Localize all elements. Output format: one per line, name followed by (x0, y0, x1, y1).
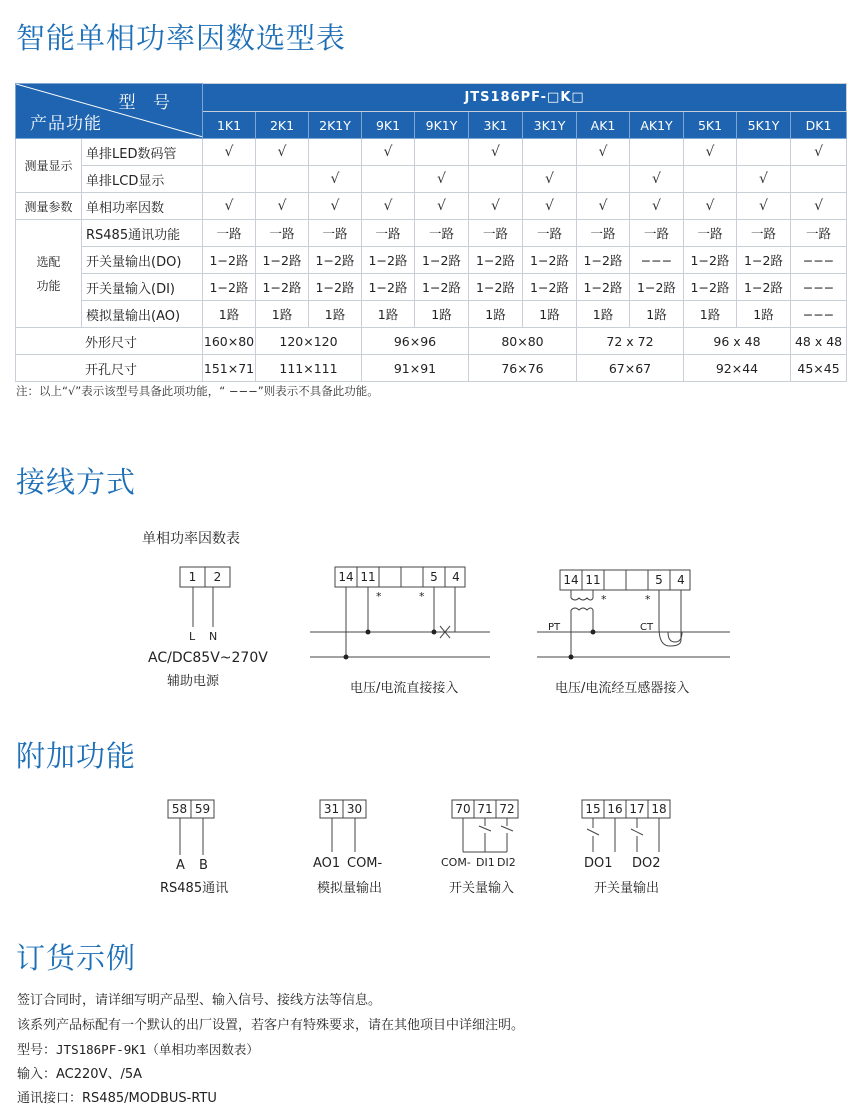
di-terminal-number: 72 (499, 802, 515, 816)
ct-terminal-number: 5 (655, 573, 663, 587)
table-cell: 一路 (469, 220, 523, 247)
model-header-cell: 9K1 (362, 112, 415, 139)
cutout-size-label: 开孔尺寸 (16, 355, 203, 382)
table-cell: √ (684, 193, 737, 220)
table-cell: 1−2路 (469, 274, 523, 301)
do-caption: 开关量输出 (594, 881, 660, 896)
table-cell: 1路 (737, 301, 791, 328)
model-header-cell: 3K1Y (523, 112, 577, 139)
cutout-size-cell: 111×111 (256, 355, 362, 382)
feature-label: RS485通讯功能 (82, 220, 203, 247)
table-cell: √ (630, 166, 684, 193)
table-cell: 1−2路 (309, 274, 362, 301)
table-cell: 一路 (523, 220, 577, 247)
ct-label: CT (640, 622, 654, 633)
feature-label: 开关量输出(DO) (82, 247, 203, 274)
do-lead-do2: DO2 (632, 856, 661, 871)
table-cell: √ (684, 139, 737, 166)
direct-caption: 电压/电流直接接入 (350, 681, 459, 696)
ct-terminal-number: 4 (677, 573, 685, 587)
ct-terminal-number: 14 (563, 573, 579, 587)
table-cell: √ (415, 166, 469, 193)
table-cell: 一路 (203, 220, 256, 247)
model-header-cell: DK1 (791, 112, 847, 139)
do-terminal-number: 15 (585, 802, 601, 816)
group-measure-param: 测量参数 (16, 193, 82, 220)
corner-type-label: 型 号 (118, 93, 176, 113)
rs485-terminal-number: 58 (171, 802, 188, 816)
model-header-cell: 2K1 (256, 112, 309, 139)
table-cell: 一路 (577, 220, 630, 247)
model-header-cell: 5K1 (684, 112, 737, 139)
aux-power-caption-1: AC/DC85V~270V (148, 650, 268, 666)
direct-terminal-number: 4 (452, 570, 460, 584)
aux-power-caption-2: 辅助电源 (167, 674, 220, 689)
model-header-cell: AK1Y (630, 112, 684, 139)
group-optional-line2: 功能 (36, 278, 61, 293)
table-cell: 一路 (309, 220, 362, 247)
table-cell: 一路 (630, 220, 684, 247)
order-section-title: 订货示例 (16, 941, 137, 975)
table-cell: √ (523, 193, 577, 220)
di-lead-di1: DI1 (476, 856, 495, 869)
table-cell: 1路 (577, 301, 630, 328)
table-cell: 一路 (256, 220, 309, 247)
table-cell: √ (362, 139, 415, 166)
table-cell: 一路 (684, 220, 737, 247)
table-cell: 1−2路 (523, 274, 577, 301)
table-cell: 1−2路 (256, 247, 309, 274)
feature-label: 单相功率因数 (82, 193, 203, 220)
di-terminal-number: 70 (455, 802, 471, 816)
table-cell: √ (309, 193, 362, 220)
order-line-2: 该系列产品标配有一个默认的出厂设置，若客户有特殊要求，请在其他项目中详细注明。 (17, 1018, 525, 1033)
cutout-size-cell: 92×44 (684, 355, 791, 382)
table-cell: 1−2路 (362, 247, 415, 274)
group-optional-line1: 选配 (36, 254, 61, 269)
table-cell: 1−2路 (737, 274, 791, 301)
table-cell: 1−2路 (684, 247, 737, 274)
order-input-line (17, 1063, 142, 1082)
di-lead-com: COM- (441, 856, 471, 869)
feature-label: 单排LCD显示 (82, 166, 203, 193)
ct-star-1: * (601, 593, 607, 606)
ct-star-2: * (645, 593, 651, 606)
table-cell: 1−2路 (630, 274, 684, 301)
table-cell: √ (256, 193, 309, 220)
model-header-cell: 3K1 (469, 112, 523, 139)
order-comm-label: 通讯接口： (17, 1091, 83, 1106)
do-terminal-number: 17 (629, 802, 645, 816)
outline-size-label: 外形尺寸 (16, 328, 203, 355)
outline-size-cell: 160×80 (203, 328, 256, 355)
table-cell: 一路 (415, 220, 469, 247)
selection-table-title: 智能单相功率因数选型表 (16, 21, 347, 55)
table-cell: √ (630, 193, 684, 220)
ao-lead-com: COM- (347, 856, 383, 871)
feature-label: 开关量输入(DI) (82, 274, 203, 301)
table-cell: 1−2路 (203, 247, 256, 274)
do-terminal-number: 18 (651, 802, 667, 816)
model-header-cell: AK1 (577, 112, 630, 139)
feature-label: 单排LED数码管 (82, 139, 203, 166)
order-line-1: 签订合同时，请详细写明产品型、输入信号、接线方法等信息。 (17, 993, 382, 1008)
table-cell: 1路 (309, 301, 362, 328)
model-header-cell: 5K1Y (737, 112, 791, 139)
table-cell: 1−2路 (309, 247, 362, 274)
direct-terminal-number: 14 (338, 570, 354, 584)
outline-size-cell: 96 x 48 (684, 328, 791, 355)
addon-section-title: 附加功能 (16, 739, 137, 773)
ao-terminal-number: 31 (323, 802, 340, 816)
model-series-header: JTS186PF-□K□ (203, 84, 847, 112)
order-comm-line (17, 1087, 217, 1106)
table-cell: −−− (791, 274, 847, 301)
model-header-cell: 1K1 (203, 112, 256, 139)
table-cell: √ (203, 139, 256, 166)
ct-terminal-number: 11 (585, 573, 601, 587)
aux-terminal-number: 2 (213, 570, 222, 584)
table-cell: √ (577, 139, 630, 166)
table-cell: 1路 (469, 301, 523, 328)
table-cell: √ (203, 193, 256, 220)
cutout-size-cell: 91×91 (362, 355, 469, 382)
outline-size-cell: 48 x 48 (791, 328, 847, 355)
ao-lead-ao1: AO1 (313, 856, 341, 871)
outline-size-cell: 72 x 72 (577, 328, 684, 355)
table-cell: 1−2路 (469, 247, 523, 274)
table-cell: √ (523, 166, 577, 193)
outline-size-cell: 96×96 (362, 328, 469, 355)
rs485-lead-a: A (176, 858, 185, 873)
rs485-lead-b: B (199, 858, 208, 873)
table-cell: 1路 (523, 301, 577, 328)
cutout-size-cell: 151×71 (203, 355, 256, 382)
table-cell: √ (309, 166, 362, 193)
order-model-label: 型号： (17, 1043, 57, 1058)
rs485-terminal-number: 59 (194, 802, 211, 816)
cutout-size-cell: 67×67 (577, 355, 684, 382)
direct-terminal-number: 5 (430, 570, 438, 584)
di-terminal-number: 71 (477, 802, 493, 816)
outline-size-cell: 120×120 (256, 328, 362, 355)
rs485-caption: RS485通讯 (160, 881, 229, 896)
table-cell: 1−2路 (362, 274, 415, 301)
table-cell: 一路 (791, 220, 847, 247)
do-lead-do1: DO1 (584, 856, 613, 871)
table-cell: 一路 (737, 220, 791, 247)
direct-star-2: * (419, 590, 425, 603)
table-cell: 1−2路 (415, 247, 469, 274)
table-footnote: 注：以上“√”表示该型号具备此项功能，“ −−−”则表示不具备此功能。 (16, 384, 379, 398)
table-cell: √ (737, 193, 791, 220)
table-cell: 1路 (256, 301, 309, 328)
di-caption: 开关量输入 (449, 881, 515, 896)
table-cell: √ (469, 193, 523, 220)
cutout-size-cell: 45×45 (791, 355, 847, 382)
table-cell: √ (791, 139, 847, 166)
table-cell: 1−2路 (577, 247, 630, 274)
table-cell: −−− (630, 247, 684, 274)
order-model-line (17, 1039, 259, 1058)
table-cell: 1路 (362, 301, 415, 328)
table-cell: 1−2路 (256, 274, 309, 301)
wiring-subtitle: 单相功率因数表 (142, 531, 240, 547)
direct-terminal-number: 11 (360, 570, 376, 584)
order-input-label: 输入： (17, 1067, 57, 1082)
ct-caption: 电压/电流经互感器接入 (555, 681, 690, 696)
table-cell: √ (415, 193, 469, 220)
table-cell: 1路 (630, 301, 684, 328)
table-cell: −−− (791, 301, 847, 328)
table-cell: 1路 (203, 301, 256, 328)
direct-star-1: * (376, 590, 382, 603)
ao-caption: 模拟量输出 (317, 881, 383, 896)
table-cell: √ (737, 166, 791, 193)
table-cell: 1−2路 (415, 274, 469, 301)
table-cell: 一路 (362, 220, 415, 247)
di-lead-di2: DI2 (497, 856, 516, 869)
pt-label: PT (548, 622, 561, 633)
table-cell: −−− (791, 247, 847, 274)
model-header-cell: 2K1Y (309, 112, 362, 139)
order-model-value: JTS186PF-9K1（单相功率因数表） (56, 1042, 259, 1057)
do-terminal-number: 16 (607, 802, 623, 816)
feature-label: 模拟量输出(AO) (82, 301, 203, 328)
table-cell: 1−2路 (203, 274, 256, 301)
table-cell: 1路 (684, 301, 737, 328)
cutout-size-cell: 76×76 (469, 355, 577, 382)
outline-size-cell: 80×80 (469, 328, 577, 355)
table-cell: √ (791, 193, 847, 220)
group-measure-display: 测量显示 (16, 139, 82, 193)
table-cell: 1−2路 (684, 274, 737, 301)
table-cell: 1−2路 (737, 247, 791, 274)
table-cell: 1−2路 (523, 247, 577, 274)
table-cell: 1−2路 (577, 274, 630, 301)
aux-lead-l: L (189, 630, 196, 643)
corner-function-label: 产品功能 (30, 114, 102, 134)
table-cell: √ (362, 193, 415, 220)
aux-terminal-number: 1 (188, 570, 197, 584)
order-comm-value: RS485/MODBUS-RTU (82, 1091, 217, 1106)
ao-terminal-number: 30 (346, 802, 363, 816)
order-input-value: AC220V、/5A (56, 1067, 143, 1082)
table-cell: √ (256, 139, 309, 166)
table-cell: 1路 (415, 301, 469, 328)
table-cell: √ (577, 193, 630, 220)
wiring-section-title: 接线方式 (16, 465, 137, 499)
aux-lead-n: N (209, 630, 218, 643)
model-header-cell: 9K1Y (415, 112, 469, 139)
table-cell: √ (469, 139, 523, 166)
